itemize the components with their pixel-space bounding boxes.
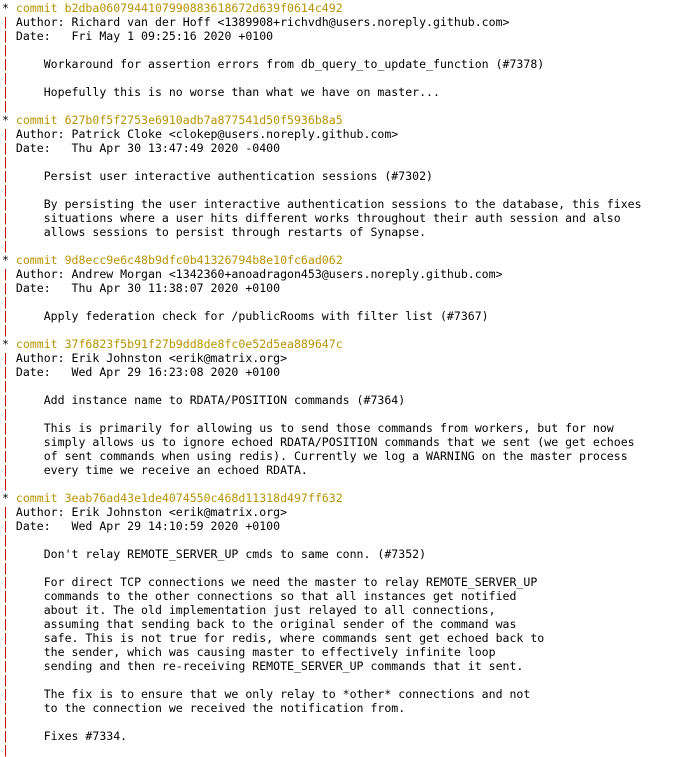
message-line	[2, 463, 692, 477]
author-line	[2, 267, 692, 281]
graph-pipe: |	[2, 127, 9, 141]
message-line	[2, 729, 692, 743]
graph-spacer-line	[2, 71, 692, 85]
graph-pipe: |	[2, 169, 9, 183]
graph-pipe: |	[2, 617, 9, 631]
graph-pipe: |	[2, 715, 9, 729]
graph-spacer-line	[2, 323, 692, 337]
message-text: sending and then re-receiving REMOTE_SERVER_UP commands that it sent.	[8, 659, 524, 673]
author-text: Author: Erik Johnston <erik@matrix.org>	[8, 505, 288, 519]
graph-pipe: |	[2, 477, 9, 491]
message-text: Hopefully this is no worse than what we have on master...	[8, 85, 440, 99]
graph-pipe: |	[2, 603, 9, 617]
message-text: The fix is to ensure that we only relay to *other* connections and not	[8, 687, 531, 701]
message-line	[2, 85, 692, 99]
graph-pipe: |	[2, 43, 9, 57]
date-text: Date: Fri May 1 09:25:16 2020 +0100	[8, 29, 274, 43]
graph-spacer-line	[2, 99, 692, 113]
message-line	[2, 645, 692, 659]
author-text: Author: Patrick Cloke <clokep@users.noreply.github.com>	[8, 127, 399, 141]
date-text: Date: Thu Apr 30 13:47:49 2020 -0400	[8, 141, 281, 155]
graph-spacer-line	[2, 155, 692, 169]
message-text: simply allows us to ignore echoed RDATA/POSITION commands that we sent (we get echoes	[8, 435, 635, 449]
graph-pipe: |	[2, 197, 9, 211]
graph-pipe: |	[2, 673, 9, 687]
graph-pipe: |	[2, 99, 9, 113]
commit-hash: commit 3eab76ad43e1de4074550c468d11318d497ff632	[15, 491, 343, 505]
graph-pipe: |	[2, 267, 9, 281]
graph-pipe: |	[2, 85, 9, 99]
date-line	[2, 281, 692, 295]
graph-commit-marker: *	[2, 253, 16, 267]
message-line	[2, 701, 692, 715]
graph-pipe: |	[2, 435, 9, 449]
message-line	[2, 603, 692, 617]
author-line	[2, 15, 692, 29]
commit-line	[2, 491, 692, 505]
commit-hash: commit 37f6823f5b91f27b9dd8de8fc0e52d5ea889647c	[15, 337, 343, 351]
date-text: Date: Thu Apr 30 11:38:07 2020 +0100	[8, 281, 281, 295]
graph-pipe: |	[2, 155, 9, 169]
message-text: allows sessions to persist through restarts of Synapse.	[8, 225, 427, 239]
graph-pipe: |	[2, 29, 9, 43]
message-text: This is primarily for allowing us to send those commands from workers, but for now	[8, 421, 614, 435]
commit-line	[2, 1, 692, 15]
message-line	[2, 169, 692, 183]
graph-pipe: |	[2, 575, 9, 589]
graph-spacer-line	[2, 239, 692, 253]
graph-spacer-line	[2, 407, 692, 421]
date-text: Date: Wed Apr 29 14:10:59 2020 +0100	[8, 519, 281, 533]
message-text: Apply federation check for /publicRooms with filter list (#7367)	[8, 309, 489, 323]
graph-pipe: |	[2, 309, 9, 323]
date-text: Date: Wed Apr 29 16:23:08 2020 +0100	[8, 365, 281, 379]
message-text: of sent commands when using redis). Currently we log a WARNING on the master process	[8, 449, 628, 463]
graph-pipe: |	[2, 449, 9, 463]
graph-pipe: |	[2, 57, 9, 71]
message-text: the sender, which was causing master to effectively infinite loop	[8, 645, 496, 659]
graph-pipe: |	[2, 547, 9, 561]
graph-pipe: |	[2, 141, 9, 155]
message-line	[2, 659, 692, 673]
graph-commit-marker: *	[2, 113, 16, 127]
message-text: Fixes #7334.	[8, 729, 128, 743]
graph-pipe: |	[2, 533, 9, 547]
message-text: assuming that sending back to the original sender of the command was	[8, 617, 517, 631]
message-text: Persist user interactive authentication sessions (#7302)	[8, 169, 434, 183]
message-text: Don't relay REMOTE_SERVER_UP cmds to same conn. (#7352)	[8, 547, 427, 561]
graph-commit-marker: *	[2, 1, 16, 15]
message-line	[2, 435, 692, 449]
message-line	[2, 575, 692, 589]
graph-spacer-line	[2, 743, 692, 757]
message-text: about it. The old implementation just relayed to all connections,	[8, 603, 496, 617]
graph-pipe: |	[2, 365, 9, 379]
date-line	[2, 519, 692, 533]
date-line	[2, 29, 692, 43]
graph-spacer-line	[2, 43, 692, 57]
author-line	[2, 351, 692, 365]
message-text: Add instance name to RDATA/POSITION commands (#7364)	[8, 393, 406, 407]
author-text: Author: Richard van der Hoff <1389908+richvdh@users.noreply.github.com>	[8, 15, 510, 29]
message-line	[2, 309, 692, 323]
message-line	[2, 687, 692, 701]
graph-pipe: |	[2, 687, 9, 701]
message-line	[2, 421, 692, 435]
date-line	[2, 365, 692, 379]
graph-spacer-line	[2, 673, 692, 687]
commit-line	[2, 113, 692, 127]
message-line	[2, 449, 692, 463]
author-text: Author: Andrew Morgan <1342360+anoadragon453@users.noreply.github.com>	[8, 267, 503, 281]
graph-pipe: |	[2, 659, 9, 673]
commit-line	[2, 253, 692, 267]
graph-pipe: |	[2, 183, 9, 197]
graph-pipe: |	[2, 239, 9, 253]
commit-line	[2, 337, 692, 351]
message-line	[2, 547, 692, 561]
graph-pipe: |	[2, 211, 9, 225]
graph-commit-marker: *	[2, 491, 16, 505]
message-text: By persisting the user interactive authentication sessions to the database, this fixes	[8, 197, 642, 211]
date-line	[2, 141, 692, 155]
graph-pipe: |	[2, 561, 9, 575]
graph-spacer-line	[2, 183, 692, 197]
graph-spacer-line	[2, 533, 692, 547]
graph-spacer-line	[2, 379, 692, 393]
author-line	[2, 505, 692, 519]
graph-pipe: |	[2, 379, 9, 393]
graph-pipe: |	[2, 421, 9, 435]
message-line	[2, 197, 692, 211]
graph-pipe: |	[2, 225, 9, 239]
message-line	[2, 631, 692, 645]
graph-spacer-line	[2, 295, 692, 309]
message-line	[2, 211, 692, 225]
message-text: safe. This is not true for redis, where commands sent get echoed back to	[8, 631, 545, 645]
graph-pipe: |	[2, 701, 9, 715]
message-line	[2, 617, 692, 631]
graph-spacer-line	[2, 561, 692, 575]
graph-commit-marker: *	[2, 337, 16, 351]
graph-pipe: |	[2, 15, 9, 29]
message-text: commands to the other connections so that all instances get notified	[8, 589, 517, 603]
graph-pipe: |	[2, 519, 9, 533]
message-text: situations where a user hits different works throughout their auth session and also	[8, 211, 621, 225]
graph-pipe: |	[2, 393, 9, 407]
message-line	[2, 57, 692, 71]
author-line	[2, 127, 692, 141]
graph-pipe: |	[2, 295, 9, 309]
graph-pipe: |	[2, 743, 9, 757]
message-text: For direct TCP connections we need the master to relay REMOTE_SERVER_UP	[8, 575, 538, 589]
message-text: every time we receive an echoed RDATA.	[8, 463, 308, 477]
commit-hash: commit b2dba0607944107990883618672d639f0614c492	[15, 1, 343, 15]
graph-pipe: |	[2, 631, 9, 645]
graph-pipe: |	[2, 729, 9, 743]
message-line	[2, 225, 692, 239]
commit-hash: commit 627b0f5f2753e6910adb7a877541d50f5936b8a5	[15, 113, 343, 127]
graph-pipe: |	[2, 589, 9, 603]
graph-pipe: |	[2, 645, 9, 659]
graph-pipe: |	[2, 351, 9, 365]
graph-pipe: |	[2, 407, 9, 421]
graph-pipe: |	[2, 71, 9, 85]
graph-pipe: |	[2, 505, 9, 519]
message-line	[2, 589, 692, 603]
graph-spacer-line	[2, 715, 692, 729]
graph-spacer-line	[2, 477, 692, 491]
author-text: Author: Erik Johnston <erik@matrix.org>	[8, 351, 288, 365]
message-text: Workaround for assertion errors from db_query_to_update_function (#7378)	[8, 57, 545, 71]
graph-pipe: |	[2, 463, 9, 477]
message-text: to the connection we received the notification from.	[8, 701, 406, 715]
message-line	[2, 393, 692, 407]
graph-pipe: |	[2, 323, 9, 337]
commit-hash: commit 9d8ecc9e6c48b9dfc0b41326794b8e10fc6ad062	[15, 253, 343, 267]
graph-pipe: |	[2, 281, 9, 295]
